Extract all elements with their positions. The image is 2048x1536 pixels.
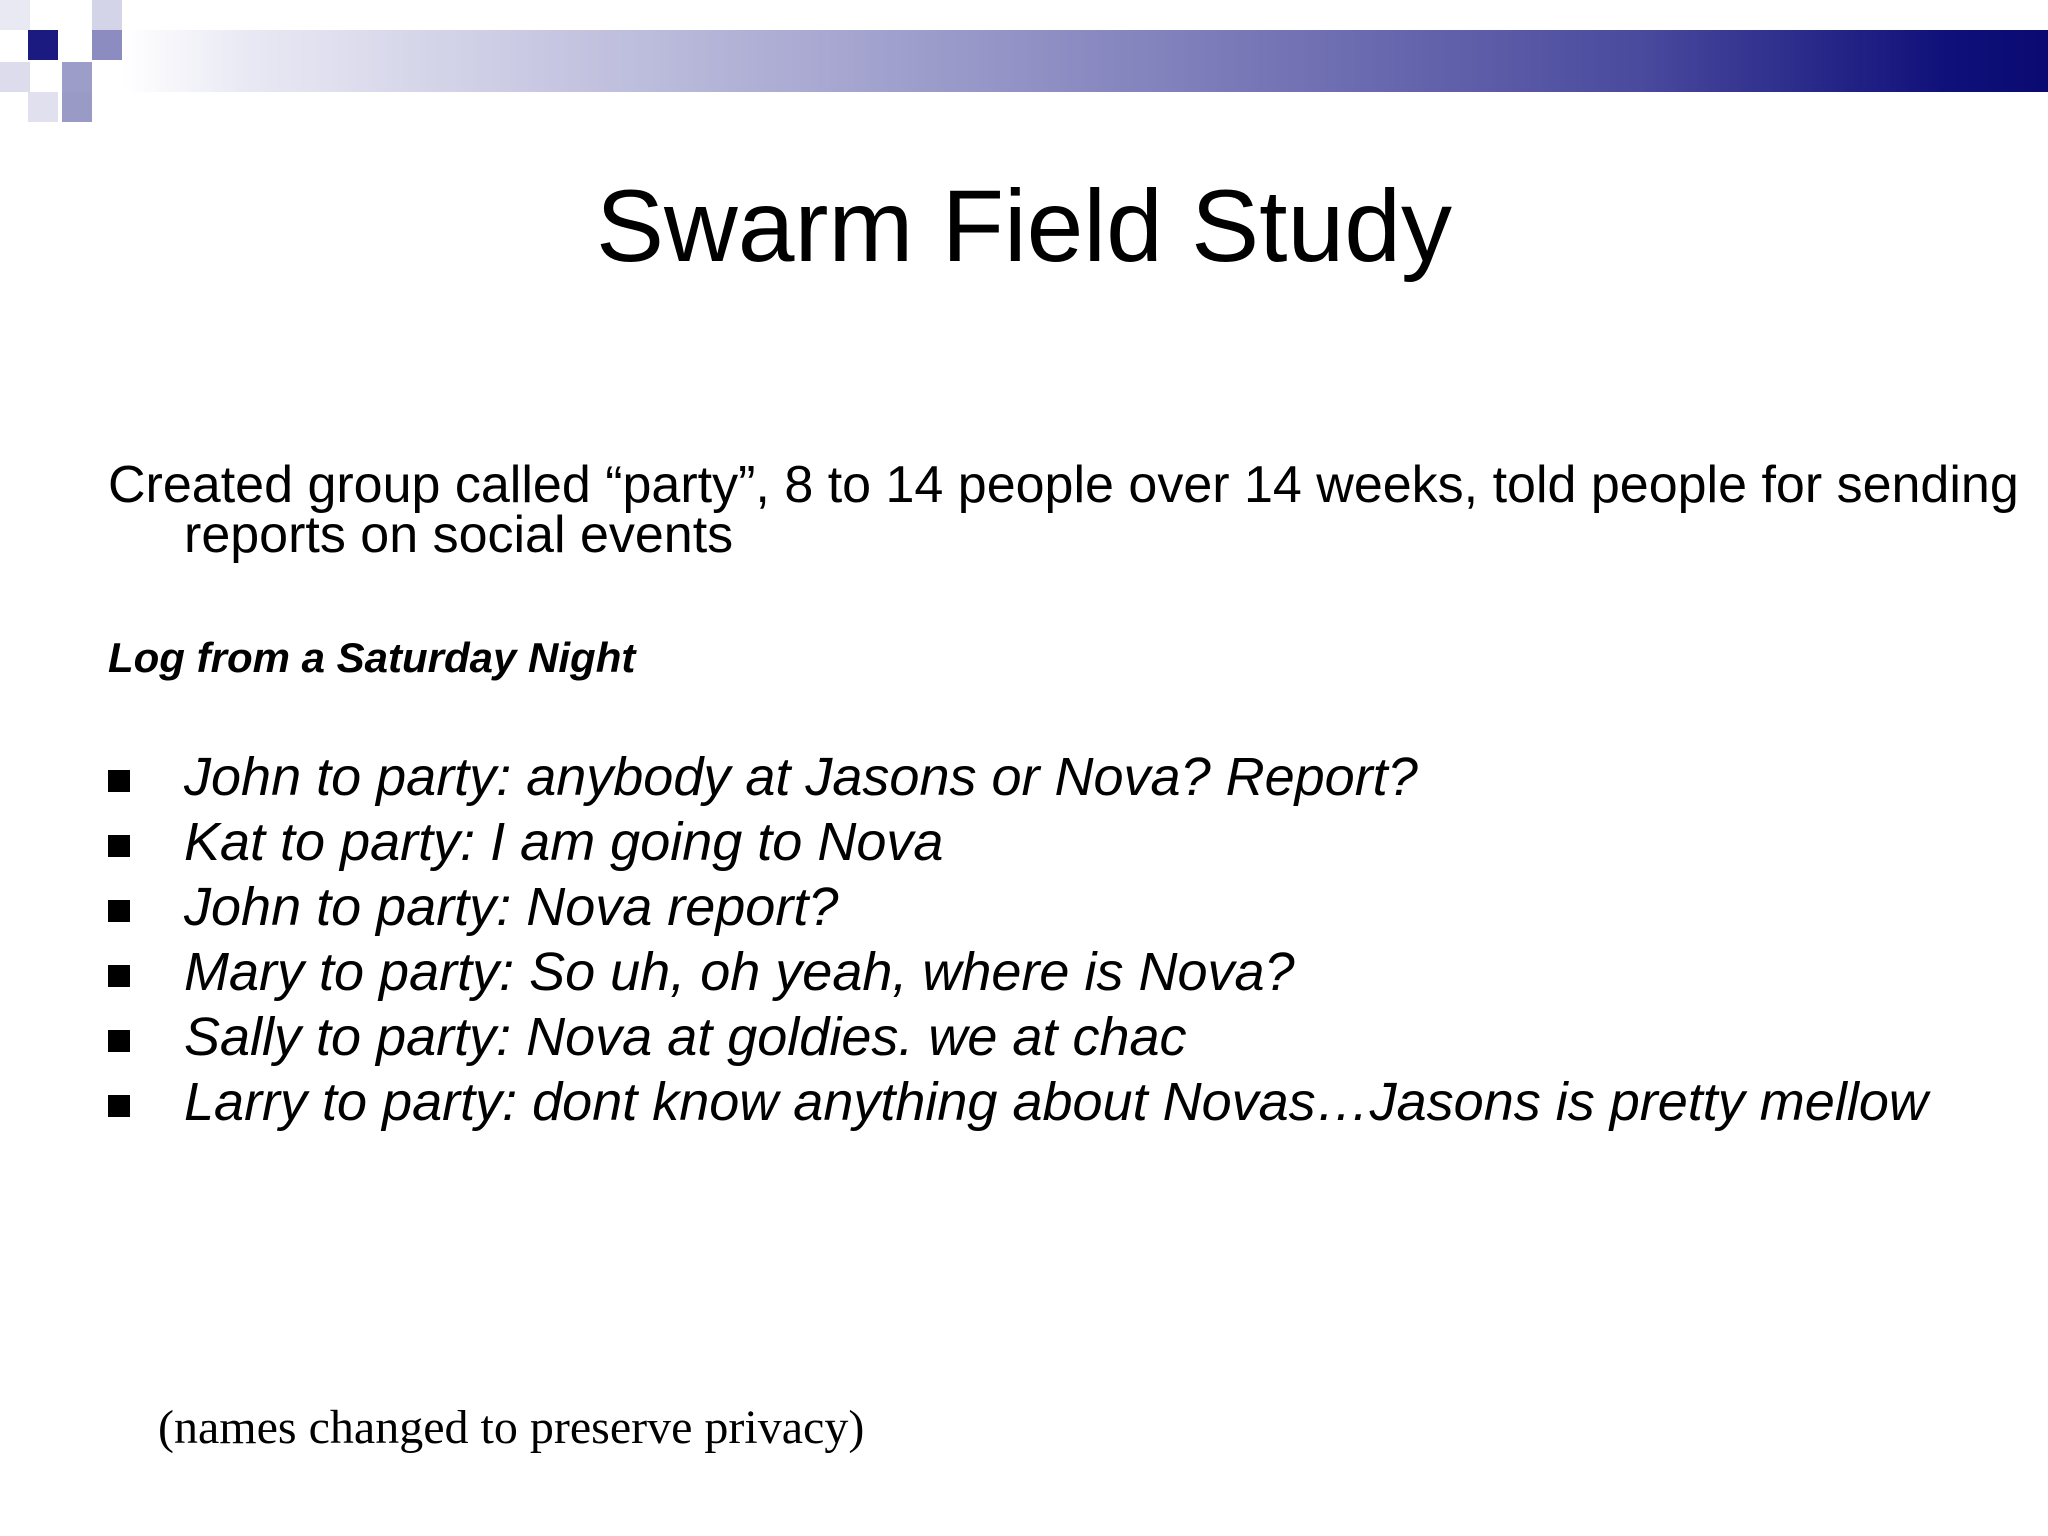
decorative-square [0, 62, 30, 92]
log-subheading: Log from a Saturday Night [108, 634, 636, 681]
square-bullet-icon [108, 835, 130, 857]
log-item [108, 942, 1988, 1002]
decorative-square [28, 92, 58, 122]
log-item-text: John to party: anybody at Jasons or Nova? Report? [184, 747, 1418, 807]
log-item-text: Kat to party: I am going to Nova [184, 812, 944, 872]
slide-title: Swarm Field Study [596, 169, 1452, 283]
decorative-square [62, 92, 92, 122]
log-item [108, 877, 1988, 937]
log-item-text: Larry to party: dont know anything about Novas…Jasons is pretty mellow [184, 1072, 1928, 1132]
log-item-text: Mary to party: So uh, oh yeah, where is Nova? [184, 942, 1295, 1002]
square-bullet-icon [108, 1030, 130, 1052]
square-bullet-icon [108, 965, 130, 987]
log-item [108, 1007, 1988, 1067]
log-item [108, 747, 1988, 807]
log-item [108, 1072, 1988, 1132]
intro-paragraph: Created group called “party”, 8 to 14 people over 14 weeks, told people for sending reports on social events [108, 456, 2019, 564]
privacy-footnote: (names changed to preserve privacy) [158, 1401, 865, 1454]
decorative-square [92, 30, 122, 60]
decorative-square [62, 62, 92, 92]
decorative-square [92, 0, 122, 30]
square-bullet-icon [108, 900, 130, 922]
square-bullet-icon [108, 770, 130, 792]
decorative-square [0, 0, 30, 30]
log-item-text: Sally to party: Nova at goldies. we at chac [184, 1007, 1187, 1067]
log-list [108, 747, 1988, 1142]
decorative-square [28, 30, 58, 60]
log-item-text: John to party: Nova report? [184, 877, 839, 937]
log-item [108, 812, 1988, 872]
header-gradient-bar [0, 30, 2048, 92]
square-bullet-icon [108, 1095, 130, 1117]
